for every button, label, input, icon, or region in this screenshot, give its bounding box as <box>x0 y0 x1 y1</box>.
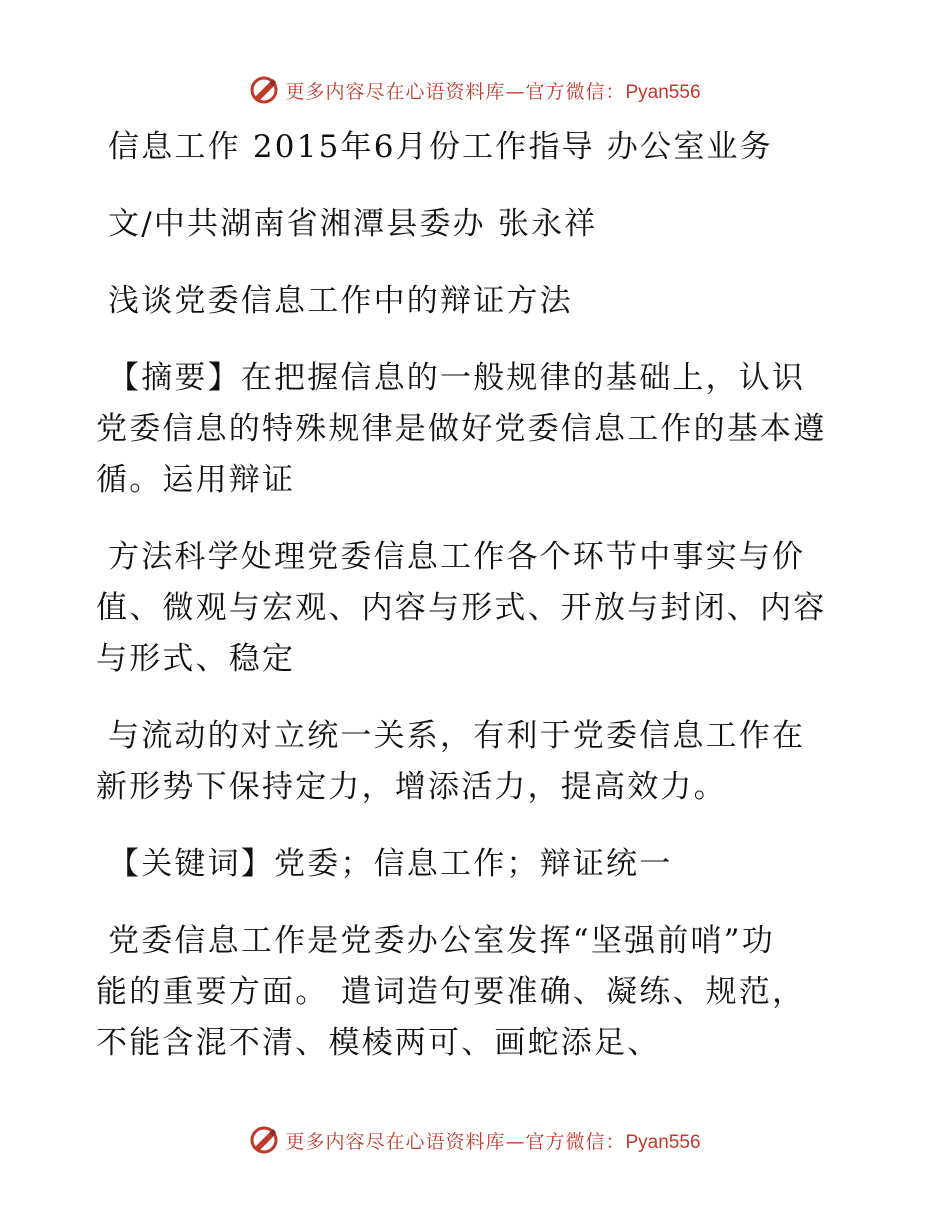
abstract-line: 【摘要】在把握信息的一般规律的基础上，认识 <box>108 360 806 396</box>
banner-text: 更多内容尽在心语资料库—官方微信：Pyan556 <box>285 1130 701 1153</box>
banner-text: 更多内容尽在心语资料库—官方微信：Pyan556 <box>285 80 701 103</box>
abstract-paragraph <box>96 353 856 506</box>
keywords-line: 【关键词】党委；信息工作；辩证统一 <box>108 846 673 882</box>
pen-logo-icon <box>249 1125 279 1155</box>
paragraph-3 <box>96 711 856 813</box>
header-line: 信息工作 2015年6月份工作指导 办公室业务 <box>108 129 773 165</box>
body-line: 能的重要方面。 遣词造句要准确、凝练、规范， <box>96 974 806 1010</box>
paragraph-line: 与形式、稳定 <box>96 641 296 677</box>
body-paragraph <box>96 916 856 1069</box>
abstract-line: 党委信息的特殊规律是做好党委信息工作的基本遵 <box>96 411 827 447</box>
document-body <box>96 122 856 1069</box>
body-line: 不能含混不清、模棱两可、画蛇添足、 <box>96 1025 661 1061</box>
article-title: 浅谈党委信息工作中的辩证方法 <box>108 283 573 319</box>
top-banner <box>0 70 950 110</box>
paragraph-2 <box>96 532 856 685</box>
body-line: 党委信息工作是党委办公室发挥“坚强前哨”功 <box>108 923 775 959</box>
abstract-line: 循。运用辩证 <box>96 462 296 498</box>
author-line: 文/中共湖南省湘潭县委办 张永祥 <box>108 206 598 242</box>
pen-logo-icon <box>249 75 279 105</box>
paragraph-line: 方法科学处理党委信息工作各个环节中事实与价 <box>108 539 806 575</box>
paragraph-line: 值、微观与宏观、内容与形式、开放与封闭、内容 <box>96 590 827 626</box>
paragraph-line: 新形势下保持定力，增添活力，提高效力。 <box>96 769 727 805</box>
paragraph-line: 与流动的对立统一关系，有利于党委信息工作在 <box>108 718 806 754</box>
bottom-banner <box>0 1120 950 1160</box>
